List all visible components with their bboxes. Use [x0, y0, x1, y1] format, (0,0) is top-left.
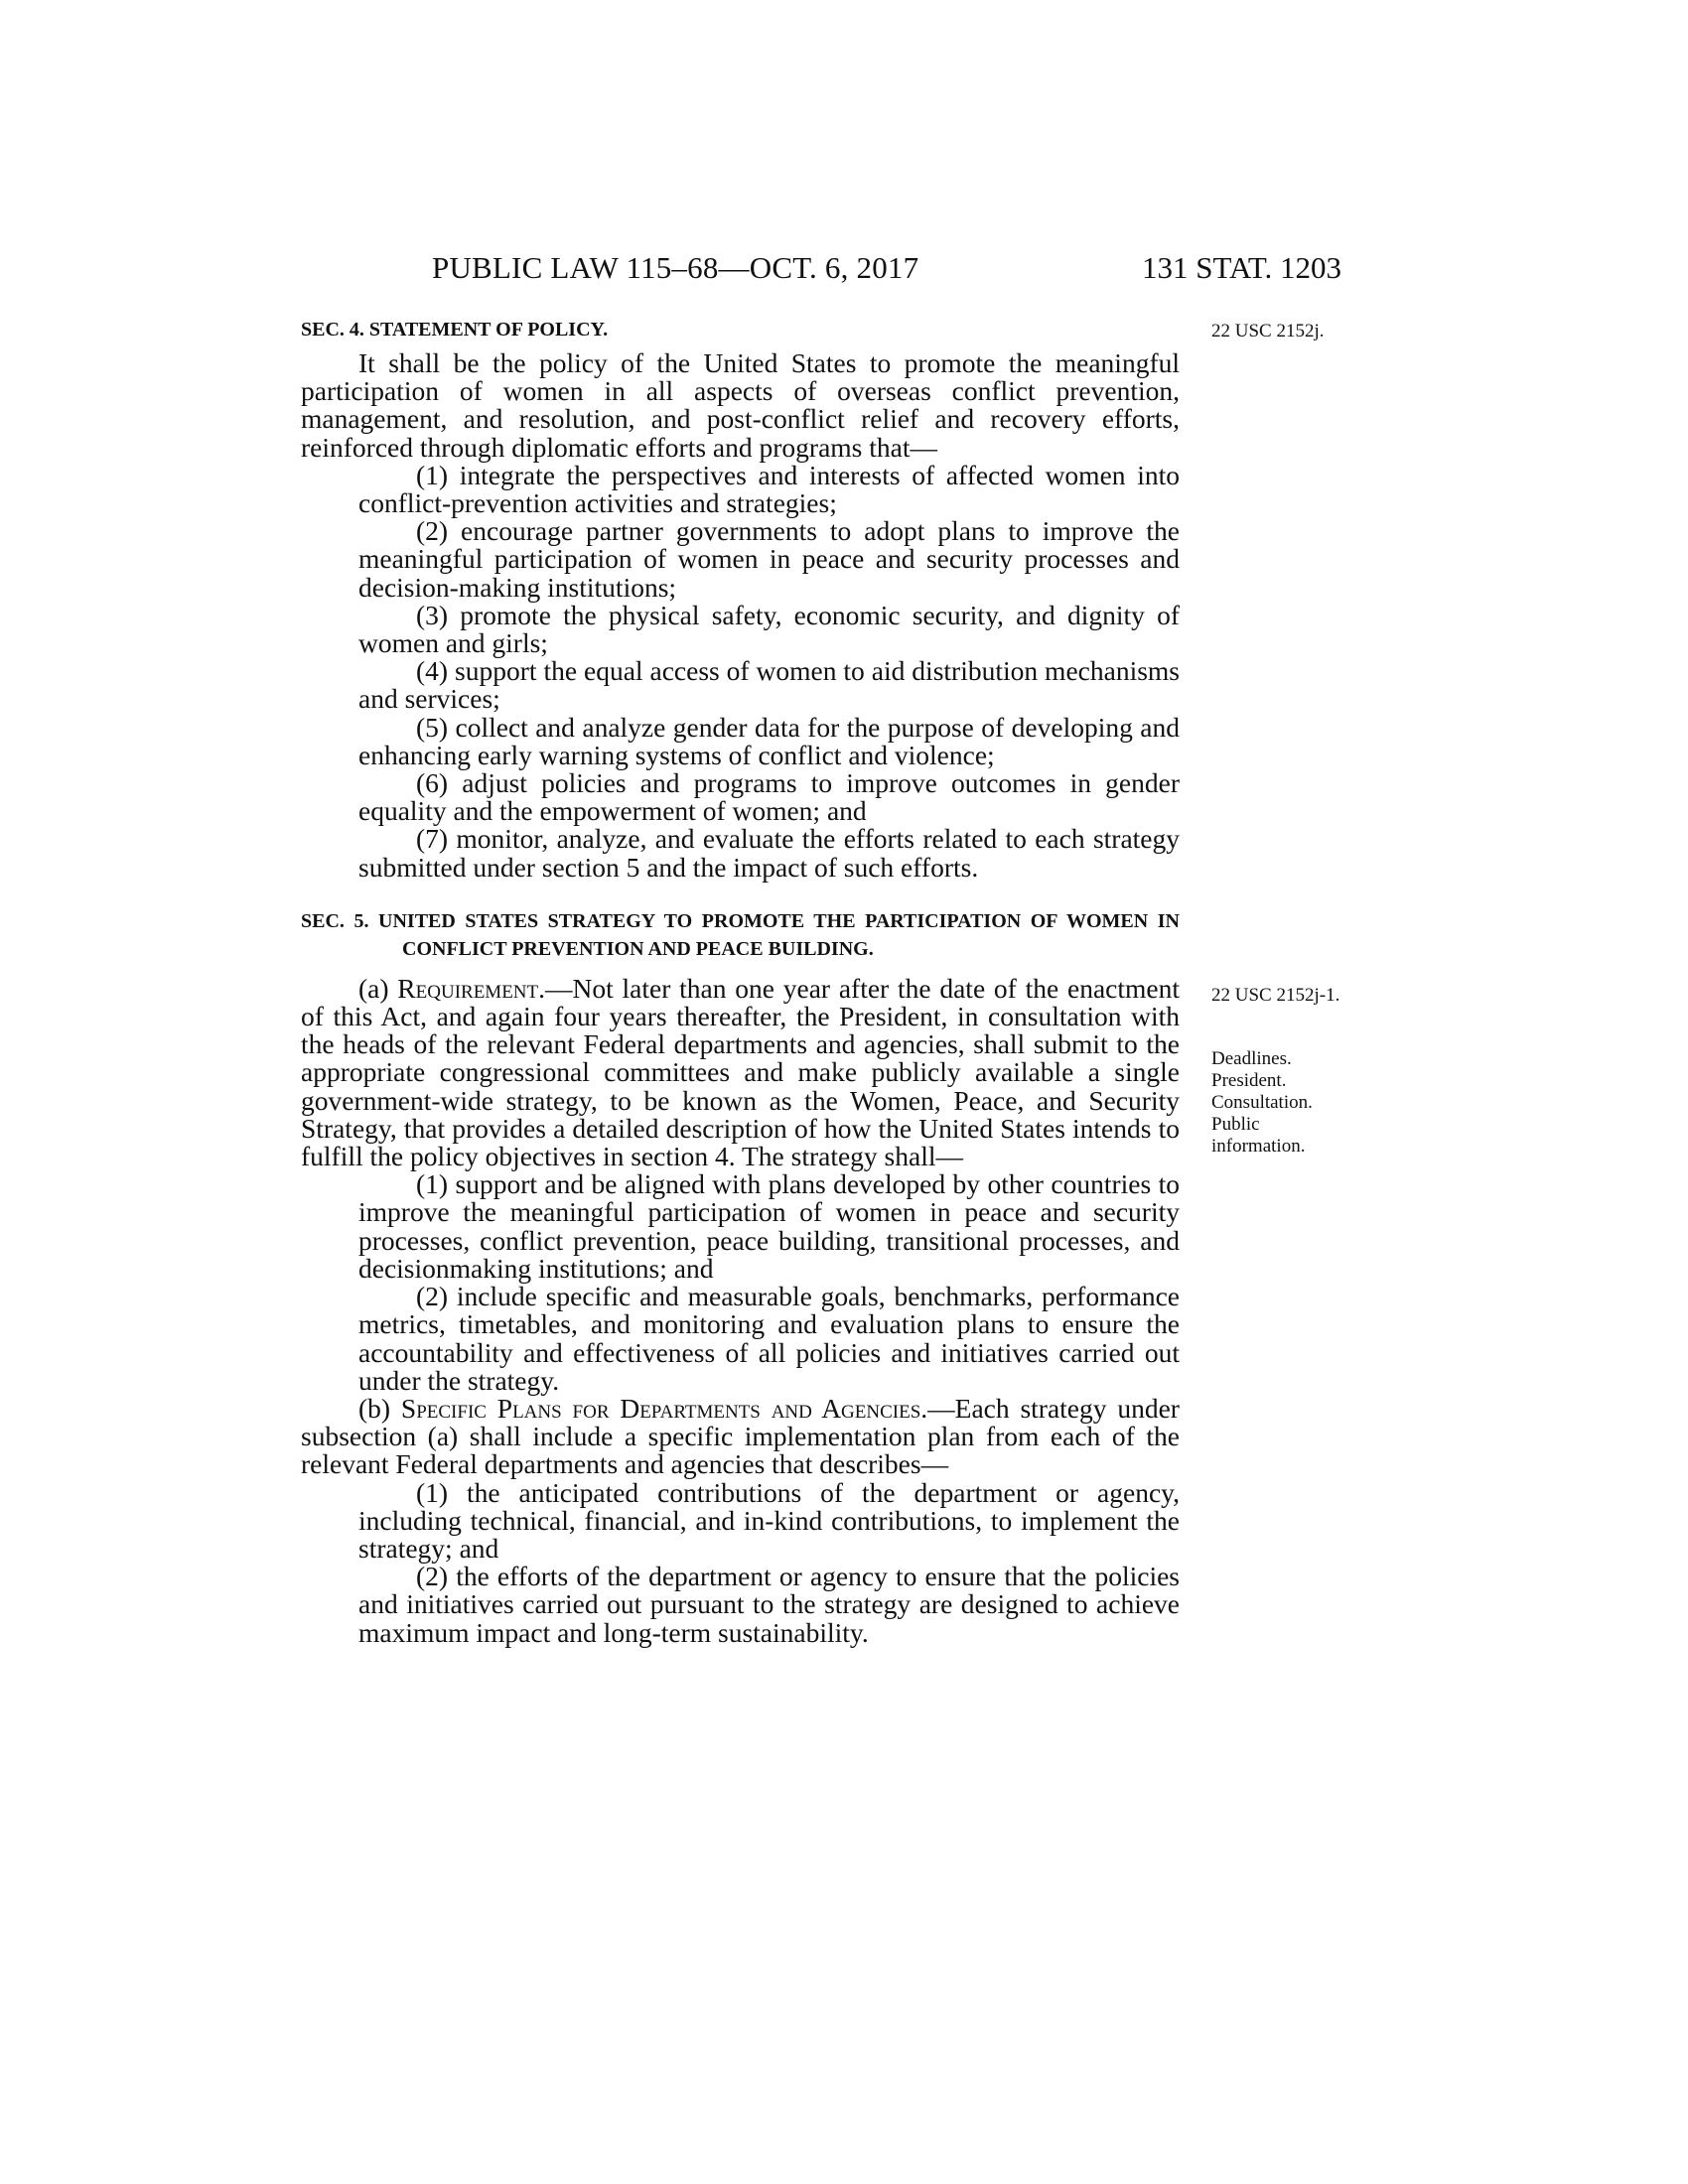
running-head	[0, 248, 1688, 288]
margin-note-sec5-usc: 22 USC 2152j-1.	[1211, 985, 1340, 1006]
stat-reference: 131 STAT. 1203	[1142, 250, 1342, 285]
sec5b-caption: Specific Plans for Departments and Agencies	[400, 1392, 921, 1424]
sec4-item-1: (1) integrate the perspectives and interests of affected women into conflict-prevention activities and strategies;	[358, 459, 1180, 519]
sec5b-item-1: (1) the anticipated contributions of the department or agency, including technical, financial, and in-kind contributions, to implement the strategy; and	[358, 1476, 1180, 1564]
sec4-item-5: (5) collect and analyze gender data for the purpose of developing and enhancing early warning systems of conflict and violence;	[358, 711, 1180, 770]
sec4-item-3: (3) promote the physical safety, economic security, and dignity of women and girls;	[358, 599, 1180, 659]
sec5a-text: .—Not later than one year after the date of the enactment of this Act, and again four years thereafter, the President, in consultation with the heads of the relevant Federal departments and agencies, shall submit to the appropriate congressional committees and make publicly available a single government-wide strategy, to be known as the Women, Peace, and Security Strategy, that provides a detailed description of how the United States intends to fulfill the policy objectives in section 4. The strategy shall—	[301, 972, 1180, 1172]
sec5b-item-2: (2) the efforts of the department or agency to ensure that the policies and initiatives carried out pursuant to the strategy are designed to achieve maximum impact and long-term sustainability.	[358, 1561, 1180, 1648]
body-text	[301, 316, 1180, 1647]
sec5a-item-1: (1) support and be aligned with plans developed by other countries to improve the meaningful participation of women in peace and security processes, conflict prevention, peace building, transitional processes, and decisionmaking institutions; and	[358, 1168, 1180, 1284]
sec5a-caption: Requirement	[397, 972, 539, 1004]
sec5a-label: (a)	[358, 972, 398, 1004]
sec5b-text: .—Each strategy under subsection (a) shall include a specific implementation plan from each of the relevant Federal departments and agencies that describes—	[301, 1392, 1180, 1480]
sec5a-paragraph	[301, 972, 1180, 1172]
sec5b-paragraph	[301, 1392, 1180, 1480]
sec4-intro: It shall be the policy of the United States to promote the meaningful participation of women in all aspects of overseas conflict prevention, management, and resolution, and post-conflict relief and recovery efforts, reinforced through diplomatic efforts and programs that—	[301, 347, 1180, 463]
law-title: PUBLIC LAW 115–68—OCT. 6, 2017	[432, 250, 919, 285]
margin-note-sec4-usc: 22 USC 2152j.	[1211, 321, 1325, 341]
sec5a-item-2: (2) include specific and measurable goals, benchmarks, performance metrics, timetables, and monitoring and evaluation plans to ensure the accountability and effectiveness of all policies and initiatives carried out under the strategy.	[358, 1281, 1180, 1396]
sec4-item-7: (7) monitor, analyze, and evaluate the efforts related to each strategy submitted under section 5 and the impact of such efforts.	[358, 823, 1180, 883]
sec4-item-2: (2) encourage partner governments to adopt plans to improve the meaningful participation of women in peace and security processes and decision-making institutions;	[358, 515, 1180, 603]
sec4-heading: SEC. 4. STATEMENT OF POLICY.	[301, 319, 609, 341]
margin-note-sec5a: Deadlines. President. Consultation. Public information.	[1211, 1048, 1313, 1157]
sec5b-label: (b)	[358, 1392, 401, 1424]
sec5-heading: SEC. 5. UNITED STATES STRATEGY TO PROMOTE THE PARTICIPATION OF WOMEN IN CONFLICT PREVENTION AND PEACE BUILDING.	[301, 909, 1180, 960]
sec4-item-4: (4) support the equal access of women to aid distribution mechanisms and services;	[358, 655, 1180, 715]
sec4-item-6: (6) adjust policies and programs to improve outcomes in gender equality and the empowerment of women; and	[358, 767, 1180, 827]
